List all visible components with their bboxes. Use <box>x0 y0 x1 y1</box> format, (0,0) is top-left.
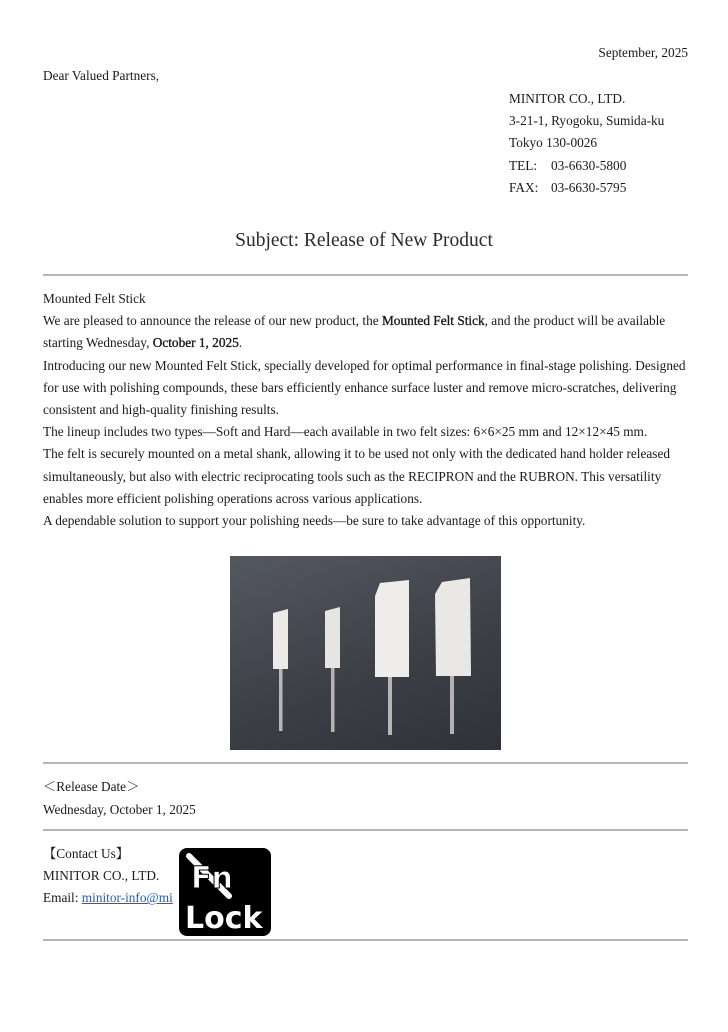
divider <box>43 274 688 276</box>
shank-paragraph: The felt is securely mounted on a metal shank, allowing it to be used not only with the dedicated hand holder released simultaneously, but also with electric reciprocating tools such as the RECIPRON and the RUBRON. This versatility enables more efficient polishing operations across various applications. <box>43 446 670 506</box>
sender-address-line-1: 3-21-1, Ryogoku, Sumida-ku <box>509 113 665 129</box>
sender-fax <box>509 177 664 199</box>
fax-number: 03-6630-5795 <box>551 179 627 195</box>
felt-large-soft <box>375 580 409 677</box>
felt-large-hard <box>435 578 471 676</box>
body-text <box>43 288 693 532</box>
salutation: Dear Valued Partners, <box>43 68 160 83</box>
fn-lock-glyph <box>179 848 271 936</box>
contact-email-row <box>43 887 173 909</box>
release-section <box>43 776 196 821</box>
lineup-paragraph: The lineup includes two types—Soft and Hard—each available in two felt sizes: 6×6×25 mm and 12×12×45 mm. <box>43 424 648 440</box>
sender-block <box>509 88 664 199</box>
sender-tel <box>509 155 664 177</box>
contact-heading: 【Contact Us】 <box>43 846 130 861</box>
sender-address-line-2: Tokyo 130-0026 <box>509 135 598 151</box>
sender-company: MINITOR CO., LTD. <box>509 91 626 106</box>
divider <box>43 762 688 764</box>
contact-section <box>43 843 173 910</box>
product-photo <box>230 556 501 750</box>
lock-label: Lock <box>185 901 263 936</box>
email-link[interactable]: minitor-info@mi <box>81 890 173 906</box>
shank-small-hard <box>331 668 335 732</box>
release-date-highlight: October 1, 2025 <box>152 335 239 351</box>
subject-title: Subject: Release of New Product <box>235 230 493 251</box>
felt-small-hard <box>325 607 340 668</box>
divider <box>43 939 688 941</box>
closing-paragraph: A dependable solution to support your polishing needs—be sure to take advantage of this opportunity. <box>43 513 586 529</box>
shank-large-hard <box>450 676 454 734</box>
felt-sticks-illustration <box>230 556 501 750</box>
felt-small-soft <box>273 609 288 669</box>
fn-label: Fn <box>191 861 233 896</box>
fax-label: FAX: <box>509 179 539 195</box>
letter-date: September, 2025 <box>598 45 688 60</box>
product-heading: Mounted Felt Stick <box>43 291 146 306</box>
tel-label: TEL: <box>509 157 538 173</box>
product-name: Mounted Felt Stick <box>381 313 485 329</box>
release-heading: ＜Release Date＞ <box>43 779 140 794</box>
shank-large-soft <box>388 677 392 735</box>
announcement-paragraph: We are pleased to announce the release of our new product, the Mounted Felt Stick, and the product will be available starting Wednesday, October 1, 2025. <box>43 313 666 351</box>
contact-company: MINITOR CO., LTD. <box>43 868 160 884</box>
shank-small-soft <box>279 669 283 731</box>
email-label: Email: <box>43 890 82 906</box>
release-date: Wednesday, October 1, 2025 <box>43 801 196 817</box>
intro-paragraph: Introducing our new Mounted Felt Stick, specially developed for optimal performance in final-stage polishing. Designed for use with polishing compounds, these bars efficiently enhance surface luster and remove micro-scratches, delivering consistent and high-quality finishing results. <box>43 357 686 418</box>
divider <box>43 829 688 831</box>
fn-lock-icon <box>179 848 271 936</box>
tel-number: 03-6630-5800 <box>551 157 627 173</box>
